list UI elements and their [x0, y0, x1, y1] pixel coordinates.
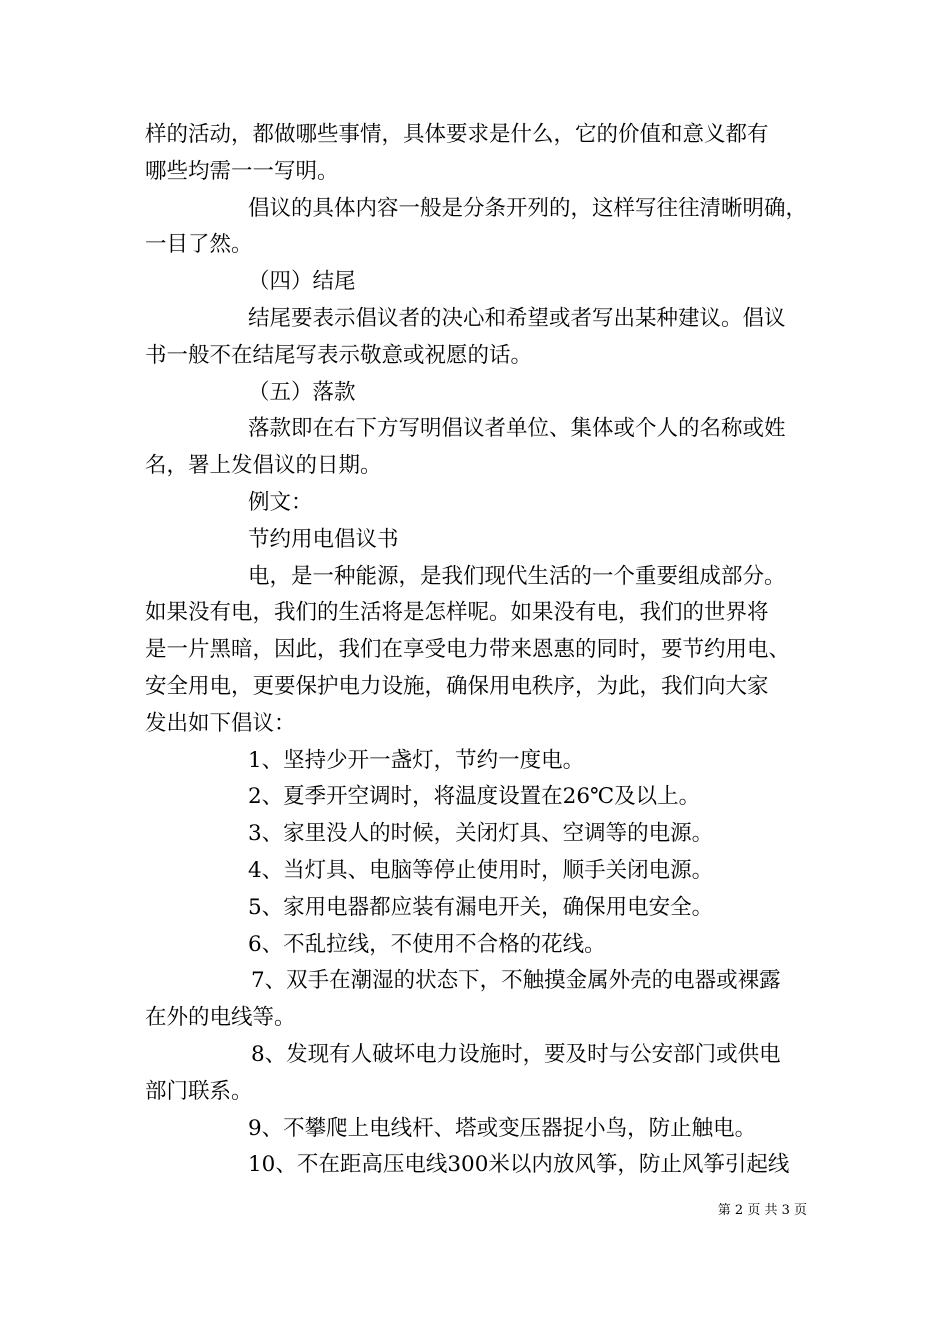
list-item: 3、家里没人的时候，关闭灯具、空调等的电源。 — [248, 821, 714, 847]
section-heading: （五）落款 — [248, 379, 356, 405]
document-body — [145, 117, 810, 1184]
page-number-footer: 第 2 页 共 3 页 — [717, 1203, 807, 1218]
list-item: 2、夏季开空调时，将温度设置在26℃及以上。 — [248, 784, 701, 810]
text-line: 哪些均需一一写明。 — [145, 158, 339, 184]
text-line: 是一片黑暗，因此，我们在享受电力带来恩惠的同时，要节约用电、 — [145, 637, 791, 663]
list-item: 1、坚持少开一盏灯，节约一度电。 — [248, 747, 585, 773]
text-line: 安全用电，更要保护电力设施，确保用电秩序，为此，我们向大家 — [145, 673, 769, 699]
paragraph-start: 电，是一种能源，是我们现代生活的一个重要组成部分。 — [248, 563, 786, 589]
text-line: 在外的电线等。 — [145, 1005, 296, 1031]
paragraph-start: 落款即在右下方写明倡议者单位、集体或个人的名称或姓 — [248, 416, 786, 442]
text-line: 一目了然。 — [145, 232, 253, 258]
list-item: 5、家用电器都应装有漏电开关，确保用电安全。 — [248, 894, 714, 920]
example-label: 例文： — [248, 489, 313, 515]
list-item: 8、发现有人破坏电力设施时，要及时与公安部门或供电 — [251, 1041, 781, 1067]
list-item: 9、不攀爬上电线杆、塔或变压器捉小鸟，防止触电。 — [248, 1115, 757, 1141]
text-line: 发出如下倡议： — [145, 710, 296, 736]
section-heading: （四）结尾 — [248, 269, 356, 295]
text-line: 名，署上发倡议的日期。 — [145, 453, 382, 479]
text-line: 书一般不在结尾写表示敬意或祝愿的话。 — [145, 342, 533, 368]
list-item: 7、双手在潮湿的状态下，不触摸金属外壳的电器或裸露 — [251, 968, 781, 994]
text-line: 样的活动，都做哪些事情，具体要求是什么，它的价值和意义都有 — [145, 122, 769, 147]
list-item: 6、不乱拉线，不使用不合格的花线。 — [248, 931, 606, 957]
example-title: 节约用电倡议书 — [248, 526, 399, 552]
text-line: 部门联系。 — [145, 1078, 253, 1104]
list-item: 10、不在距高压电线300米以内放风筝，防止风筝引起线 — [248, 1152, 790, 1178]
paragraph-start: 倡议的具体内容一般是分条开列的，这样写往往清晰明确， — [248, 195, 808, 221]
paragraph-start: 结尾要表示倡议者的决心和希望或者写出某种建议。倡议 — [248, 305, 786, 331]
list-item: 4、当灯具、电脑等停止使用时，顺手关闭电源。 — [248, 857, 714, 883]
text-line: 如果没有电，我们的生活将是怎样呢。如果没有电，我们的世界将 — [145, 600, 769, 626]
